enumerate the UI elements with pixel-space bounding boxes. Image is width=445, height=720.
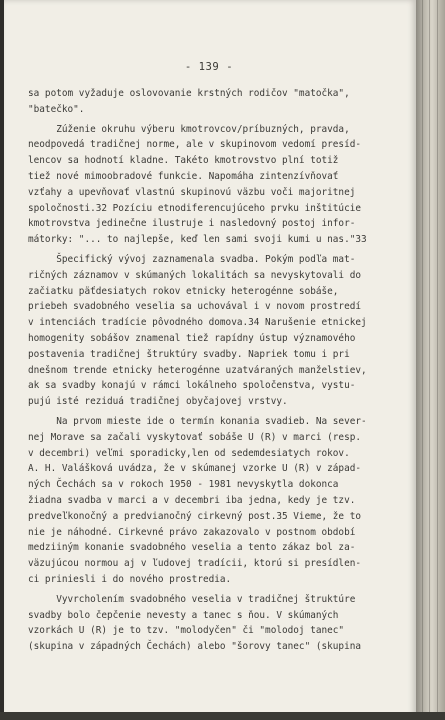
text-line: priebeh svadobného veselia sa uchovával i v novom prostredí	[28, 301, 362, 313]
text-line: vzorkách U (R) je to tzv. "molodyčen" či "molodoj tanec"	[28, 625, 345, 637]
text-line: svadby bolo čepčenie nevesty a tanec s ňou. V skúmaných	[28, 609, 339, 621]
page-stack-edge	[416, 0, 445, 720]
text-line: väzujúcou normou aj v ľudovej tradícii, ktorú si presídlen-	[28, 558, 362, 570]
paragraph	[28, 122, 416, 248]
text-line: dnešnom trende etnicky heterogénne uzatváraných manželstiev,	[28, 364, 367, 376]
text-line: homogenity sobášov znamenal tiež rapídny ústup významového	[28, 332, 356, 344]
edge-line	[437, 0, 438, 720]
text-line: sa potom vyžaduje oslovovanie krstných rodičov "matočka",	[28, 88, 350, 99]
text-line: postavenia tradičnej štruktúry svadby. Napriek tomu i pri	[28, 348, 350, 360]
text-line: mátorky: "... to najlepše, keď len sami svoji kumi u nas."33	[28, 234, 367, 246]
text-line: Zúženie okruhu výberu kmotrovcov/príbuzných, pravda,	[28, 123, 350, 135]
text-line: v decembri) veľmi sporadicky,len od sedemdesiatych rokov.	[28, 447, 350, 459]
text-line: tiež nové mimoobradové funkcie. Napomáha zintenzívňovať	[28, 170, 339, 182]
scan-bottom-edge	[0, 712, 445, 720]
paragraph	[28, 414, 416, 588]
edge-line	[429, 0, 430, 720]
text-line: "batečko".	[28, 103, 85, 115]
text-line: ak sa svadby konajú v rámci lokálneho spoločenstva, vystu-	[28, 380, 356, 392]
paragraph	[28, 252, 416, 410]
text-line: vzťahy a upevňovať vlastnú skupinovú väzbu voči majoritnej	[28, 186, 356, 198]
text-line: Vyvrcholením svadobného veselia v tradičnej štruktúre	[28, 593, 356, 605]
text-line: predveľkonočný a predvianočný cirkevný post.35 Vieme, že to	[28, 510, 362, 522]
page-number: - 139 -	[184, 61, 234, 73]
text-line: začiatku päťdesiatych rokov etnicky heterogénne sobáše,	[28, 285, 339, 297]
text-line: nie je náhodné. Cirkevné právo zakazovalo v postnom období	[28, 526, 356, 538]
text-line: A. H. Valášková uvádza, že v skúmanej vzorke U (R) v západ-	[28, 463, 362, 475]
text-line: (skupina v západných Čechách) alebo "šorovy tanec" (skupina	[28, 641, 362, 653]
text-line: neodpovedá tradičnej norme, ale v skupinovom vedomí presíd-	[28, 139, 362, 151]
text-line: v intenciách tradície pôvodného domova.34 Narušenie etnickej	[28, 317, 367, 329]
text-line: pujú isté reziduá tradičnej obyčajovej vrstvy.	[28, 396, 288, 408]
paragraph	[28, 86, 416, 118]
text-line: Špecifický vývoj zaznamenala svadba. Pokým podľa mat-	[28, 253, 356, 265]
text-line: lencov sa hodnotí kladne. Takéto kmotrovstvo plní totiž	[28, 155, 339, 167]
text-line: medziiným konanie svadobného veselia a tento zákaz bol za-	[28, 542, 356, 554]
paragraph	[28, 592, 416, 655]
text-line: kmotrovstva jedinečne ilustruje i nasledovný postoj infor-	[28, 218, 356, 230]
edge-line	[422, 0, 423, 720]
text-line: nej Morave sa začali vyskytovať sobáše U (R) v marci (resp.	[28, 431, 362, 443]
text-line: Na prvom mieste ide o termín konania svadieb. Na sever-	[28, 415, 367, 427]
body-text	[28, 86, 416, 655]
text-line: ných Čechách sa v rokoch 1950 - 1981 nevyskytla dokonca	[28, 479, 339, 491]
document-page	[4, 0, 416, 718]
text-line: žiadna svadba v marci a v decembri iba jedna, kedy je tzv.	[28, 494, 356, 506]
text-line: spoločnosti.32 Pozíciu etnodiferencujúceho prvku inštitúcie	[28, 202, 362, 214]
text-line: ričných záznamov v skúmaných lokalitách sa nevyskytovali do	[28, 269, 362, 281]
text-line: ci priniesli i do nového prostredia.	[28, 573, 232, 585]
